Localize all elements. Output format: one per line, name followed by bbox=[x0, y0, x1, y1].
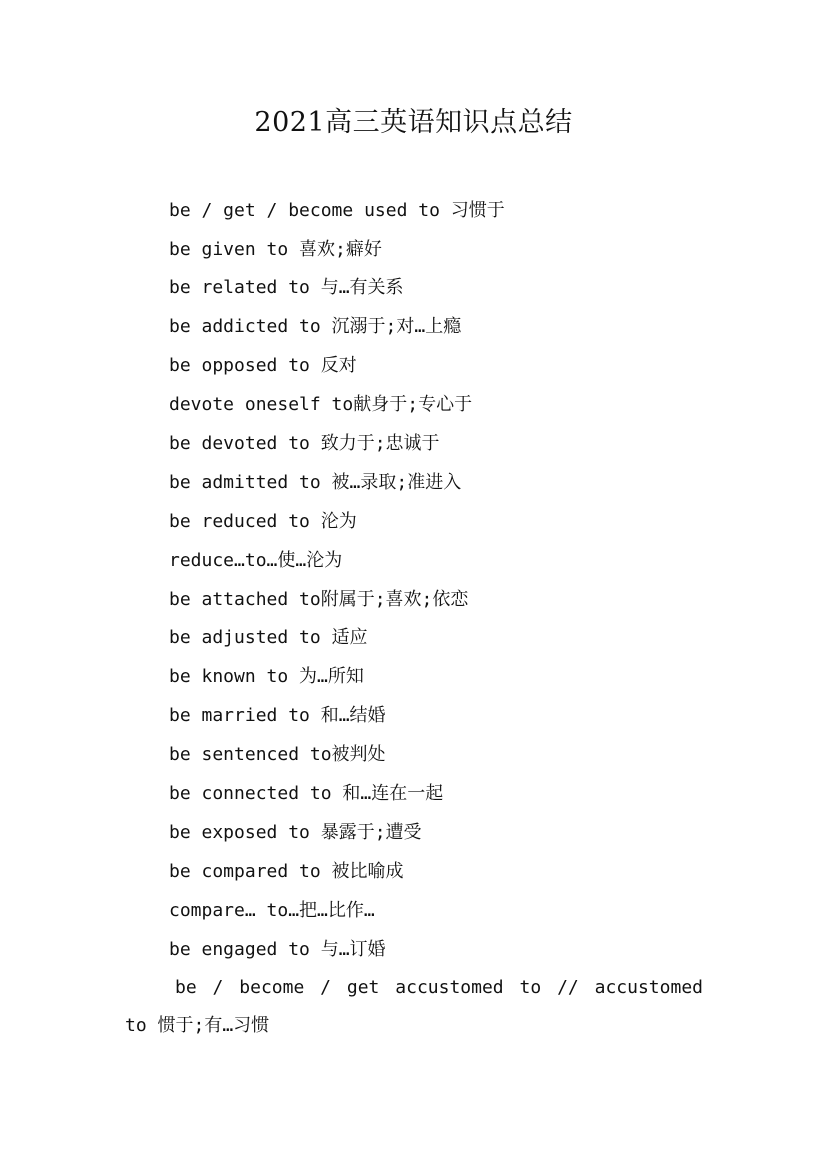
phrase-line-18: be compared to 被比喻成 bbox=[169, 861, 404, 882]
phrase-line-15: be sentenced to被判处 bbox=[169, 744, 386, 765]
phrase-line-7: be devoted to 致力于;忠诚于 bbox=[169, 433, 440, 454]
phrase-line-19: compare… to…把…比作… bbox=[169, 900, 375, 921]
phrase-line-14: be married to 和…结婚 bbox=[169, 705, 386, 726]
phrase-line-1: be / get / become used to 习惯于 bbox=[169, 200, 505, 221]
phrase-line-6: devote oneself to献身于;专心于 bbox=[169, 394, 473, 415]
phrase-line-4: be addicted to 沉溺于;对…上瘾 bbox=[169, 316, 462, 337]
accustomed-paragraph bbox=[125, 969, 703, 1045]
phrase-line-16: be connected to 和…连在一起 bbox=[169, 783, 444, 804]
phrase-line-11: be attached to附属于;喜欢;依恋 bbox=[169, 589, 469, 610]
phrase-line-12: be adjusted to 适应 bbox=[169, 627, 368, 648]
phrase-line-20: be engaged to 与…订婚 bbox=[169, 939, 386, 960]
phrase-line-5: be opposed to 反对 bbox=[169, 355, 357, 376]
phrase-line-3: be related to 与…有关系 bbox=[169, 277, 404, 298]
document-title: 2021高三英语知识点总结 bbox=[254, 107, 573, 138]
accustomed-line-1: be / become / get accustomed to // accustomed bbox=[175, 977, 703, 998]
phrase-line-13: be known to 为…所知 bbox=[169, 666, 364, 687]
phrase-line-2: be given to 喜欢;癖好 bbox=[169, 239, 382, 260]
phrase-line-17: be exposed to 暴露于;遭受 bbox=[169, 822, 422, 843]
phrase-line-10: reduce…to…使…沦为 bbox=[169, 550, 343, 571]
phrase-line-9: be reduced to 沦为 bbox=[169, 511, 357, 532]
accustomed-line-2: to 惯于;有…习惯 bbox=[125, 1015, 270, 1036]
phrase-line-8: be admitted to 被…录取;准进入 bbox=[169, 472, 462, 493]
